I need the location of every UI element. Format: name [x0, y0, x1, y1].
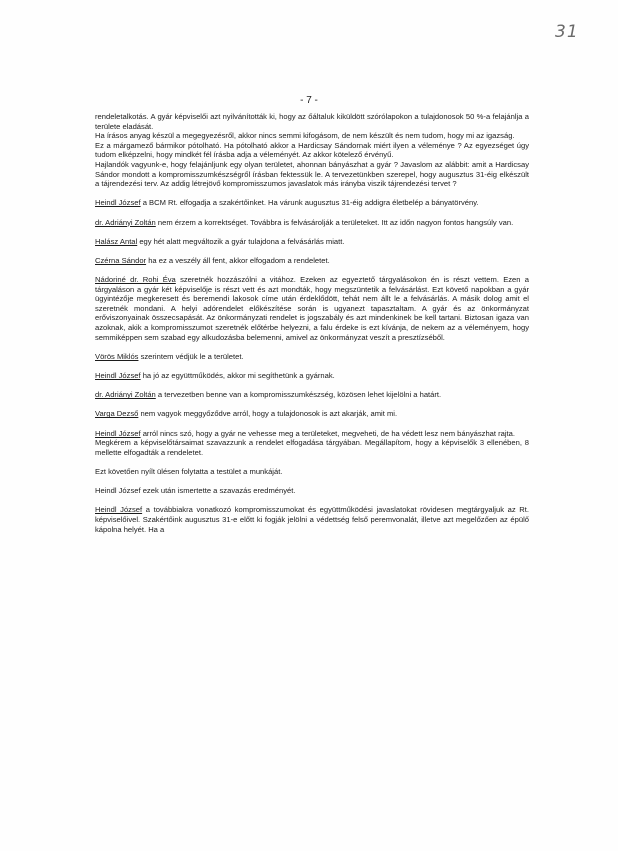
- paragraph-text: egy hét alatt megváltozik a gyár tulajdona a felvásárlás miatt.: [137, 236, 345, 246]
- speaker-paragraph: [95, 256, 529, 266]
- speaker-name: Halász Antal: [95, 236, 138, 246]
- body-paragraph: [95, 141, 529, 160]
- speaker-name: Nádoriné dr. Rohi Éva: [95, 275, 176, 285]
- body-paragraph: [95, 486, 529, 496]
- body-paragraph: [95, 112, 529, 131]
- paragraph-text: arról nincs szó, hogy a gyár ne vehesse meg a területeket, megveheti, de ha védett lesz nem bányászhat rajta.: [140, 428, 516, 438]
- speaker-paragraph: [95, 352, 529, 362]
- body-paragraph: [95, 438, 529, 457]
- speaker-name: Heindl József: [95, 505, 143, 515]
- body-paragraph: [95, 467, 529, 477]
- speaker-name: Heindl József: [95, 428, 141, 438]
- paragraph-text: rendeletalkotás. A gyár képviselői azt nyilvánították ki, hogy az őáltaluk kiküldött szórólapokon a tulajdonosok 50 %-a felajánlja a területe eladását.: [95, 112, 529, 131]
- page-number: - 7 -: [300, 95, 318, 106]
- speaker-name: Varga Dezső: [95, 409, 139, 419]
- paragraph-text: a BCM Rt. elfogadja a szakértőinket. Ha várunk augusztus 31-éig addigra életbelép a bányatörvény.: [140, 198, 479, 208]
- speaker-paragraph: [95, 275, 529, 342]
- speaker-paragraph: [95, 505, 529, 534]
- handwritten-page-mark: 31: [555, 22, 579, 42]
- speaker-paragraph: [95, 237, 529, 247]
- speaker-paragraph: [95, 409, 529, 419]
- paragraph-text: Ez a márgamező bármikor pótolható. Ha pótolható akkor a Hardicsay Sándornak miért ilyen a véleménye ? Az egyezséget úgy tudom elképzelni, hogy mindkét fél írásba adja a véleményét. Az akkor kötelező érvényű.: [95, 140, 529, 160]
- paragraph-text: Hajlandók vagyunk-e, hogy felajánljunk egy olyan területet, ahonnan bányászhat a gyár ? Javaslom az alábbit: amit a Hardicsay Sándor mondott a kompromisszumkészségről írásban fektessük le. A tervezetünkben szerepel, hogy augusztus 31-éig elkészült a tájrendezési terv. Az addig létrejövő kompromisszumos javaslatok más irányba viszik tájrendezési tervet ?: [95, 159, 529, 189]
- speaker-name: dr. Adriányi Zoltán: [95, 217, 156, 227]
- paragraph-text: a tervezetben benne van a kompromisszumkészség, közösen lehet kijelölni a határt.: [155, 390, 442, 400]
- speaker-paragraph: [95, 429, 529, 439]
- speaker-paragraph: [95, 390, 529, 400]
- speaker-name: Heindl József: [95, 371, 141, 381]
- paragraph-text: Megkérem a képviselőtársaimat szavazzunk a rendelet elfogadása tárgyában. Megállapítom, hogy a képviselők 3 ellenében, 8 mellette elfogadták a rendeletet.: [95, 438, 529, 457]
- paragraph-text: nem érzem a korrektséget. Továbbra is felvásárolják a területeket. Itt az időn nagyon fontos hangsúly van.: [155, 217, 514, 227]
- paragraph-text: Ha írásos anyag készül a megegyezésről, akkor nincs semmi kifogásom, de nem készült és nem tudom, hogy mi az igazság.: [95, 131, 515, 141]
- paragraph-text: szeretnék hozzászólni a vitához. Ezeken az egyeztető tárgyalásokon én is részt vettem. Ezen a tárgyaláson a gyár két képviselője is részt vett és azt mondták, hogy megszüntetik a felvásárlást. Ezt követő napokban a gyár ügyintézője megkeresett és beremendi lakosok címe után érdeklődött, tehát nem állt le a felvásárlás. A másik dolog amit el szeretnék mondani. A helyi adórendelet előkészítése során is ugyanezt tapasztaltam. A gyár és az önkormányzat erőviszonyainak összecsapását. Az önkormányzati rendelet is jogszabály és azt mindenkinek be kell tartani. Biztosan igaza van azoknak, akik a kompromisszumot szeretnék előtérbe helyezni, a falu érdeke is ezt kívánja, de nekem az a véleményem, hogy semmiképpen sem szabad egy alkudozásba belemenni, amivel az önkormányzat veszít a presztízséből.: [95, 275, 530, 342]
- body-paragraph: [95, 160, 529, 189]
- paragraph-text: Ezt követően nyílt ülésen folytatta a testület a munkáját.: [95, 466, 283, 476]
- speaker-paragraph: [95, 198, 529, 208]
- document-body: [95, 112, 529, 534]
- paragraph-text: ha jó az együttműködés, akkor mi segíthetünk a gyárnak.: [140, 371, 335, 381]
- speaker-name: Heindl József: [95, 198, 141, 208]
- speaker-paragraph: [95, 371, 529, 381]
- paragraph-text: szerintem védjük le a területet.: [138, 351, 244, 361]
- speaker-name: Czérna Sándor: [95, 255, 147, 265]
- body-paragraph: [95, 131, 529, 141]
- speaker-name: Vörös Miklós: [95, 351, 139, 361]
- paragraph-text: nem vagyok meggyőződve arról, hogy a tulajdonosok is azt akarják, amit mi.: [138, 409, 398, 419]
- paragraph-text: ha ez a veszély áll fent, akkor elfogadom a rendeletet.: [146, 255, 330, 265]
- speaker-paragraph: [95, 218, 529, 228]
- speaker-name: dr. Adriányi Zoltán: [95, 390, 156, 400]
- paragraph-text: a továbbiakra vonatkozó kompromisszumokat és együttműködési javaslatokat rövidesen megtárgyaljuk az Rt. képviselőivel. Szakértőink augusztus 31-e előtt ki fogják jelölni a védettség felső peremvonalát, illetve azt megelőzően az épülő kápolna helyét. Ha a: [95, 505, 529, 534]
- paragraph-text: Heindl József ezek után ismertette a szavazás eredményét.: [95, 486, 296, 496]
